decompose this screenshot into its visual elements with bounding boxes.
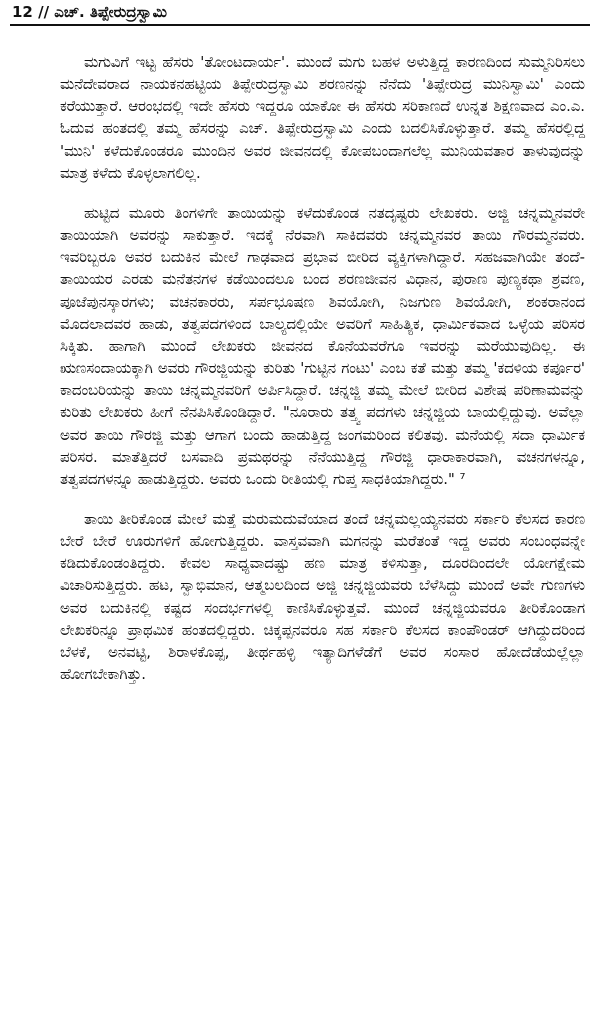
paragraph-1: ಮಗುವಿಗೆ ಇಟ್ಟ ಹೆಸರು 'ತೋಂಟದಾರ್ಯ'. ಮುಂದೆ ಮಗು ಬಹಳ ಅಳುತ್ತಿದ್ದ ಕಾರಣದಿಂದ ಸುಮ್ಮನಿರಿಸಲು ಮನೆದೇವರಾದ ನಾಯಕನಹಟ್ಟಿಯ ತಿಪ್ಪೇರುದ್ರಸ್ವಾಮಿ ಶರಣನನ್ನು ನೆನೆದು 'ತಿಪ್ಪೇರುದ್ರ ಮುನಿಸ್ವಾಮಿ' ಎಂದು ಕರೆಯುತ್ತಾರೆ. ಆರಂಭದಲ್ಲಿ ಇದೇ ಹೆಸರು ಇದ್ದರೂ ಯಾಕೋ ಈ ಹೆಸರು ಸರಿಕಾಣದೆ ಉನ್ನತ ಶಿಕ್ಷಣವಾದ ಎಂ.ಎ. ಓದುವ ಹಂತದಲ್ಲಿ ತಮ್ಮ ಹೆಸರನ್ನು ಎಚ್. ತಿಪ್ಪೇರುದ್ರಸ್ವಾಮಿ ಎಂದು ಬದಲಿಸಿಕೊಳ್ಳುತ್ತಾರೆ. ತಮ್ಮ ಹೆಸರಲ್ಲಿದ್ದ 'ಮುನಿ' ಕಳೆದುಕೊಂಡರೂ ಮುಂದಿನ ಅವರ ಜೀವನದಲ್ಲಿ ಕೋಪಬಂದಾಗಲೆಲ್ಲ ಮುನಿಯವತಾರ ತಾಳುವುದನ್ನು ಮಾತ್ರ ಕಳೆದು ಕೊಳ್ಳಲಾಗಲಿಲ್ಲ. — [60, 54, 585, 182]
body-text — [60, 52, 585, 686]
running-head: 12 // ಎಚ್. ತಿಪ್ಪೇರುದ್ರಸ್ವಾಮಿ — [12, 3, 167, 21]
paragraph-3: ತಾಯಿ ತೀರಿಕೊಂಡ ಮೇಲೆ ಮತ್ತೆ ಮರುಮದುವೆಯಾದ ತಂದೆ ಚನ್ನಮಲ್ಲಯ್ಯನವರು ಸರ್ಕಾರಿ ಕೆಲಸದ ಕಾರಣ ಬೇರೆ ಬೇರೆ ಊರುಗಳಿಗೆ ಹೋಗುತ್ತಿದ್ದರು. ವಾಸ್ತವವಾಗಿ ಮಗನನ್ನು ಮರೆತಂತೆ ಇದ್ದ ಅವರು ಸಂಬಂಧವನ್ನೇ ಕಡಿದುಕೊಂಡಂತಿದ್ದರು. ಕೇವಲ ಸಾಧ್ಯವಾದಷ್ಟು ಹಣ ಮಾತ್ರ ಕಳಿಸುತ್ತಾ, ದೂರದಿಂದಲೇ ಯೋಗಕ್ಷೇಮ ವಿಚಾರಿಸುತ್ತಿದ್ದರು. ಹಟ, ಸ್ವಾಭಿಮಾನ, ಆತ್ಮಬಲದಿಂದ ಅಜ್ಜಿ ಚನ್ನಜ್ಜಿಯವರು ಬೆಳೆಸಿದ್ದು ಮುಂದೆ ಅವೇ ಗುಣಗಳು ಅವರ ಬದುಕಿನಲ್ಲಿ ಕಷ್ಟದ ಸಂದರ್ಭಗಳಲ್ಲಿ ಕಾಣಿಸಿಕೊಳ್ಳುತ್ತವೆ. ಮುಂದೆ ಚನ್ನಜ್ಜಿಯವರೂ ತೀರಿಕೊಂಡಾಗ ಲೇಖಕರಿನ್ನೂ ಪ್ರಾಥಮಿಕ ಹಂತದಲ್ಲಿದ್ದರು. ಚಿಕ್ಕಪ್ಪನವರೂ ಸಹ ಸರ್ಕಾರಿ ಕೆಲಸದ ಕಾಂಪೌಂಡರ್ ಆಗಿದ್ದುದರಿಂದ ಬೆಳಕೆ, ಅನವಟ್ಟಿ, ಶಿರಾಳಕೊಪ್ಪ, ತೀರ್ಥಹಳ್ಳಿ ಇತ್ಯಾದಿಗಳೆಡೆಗೆ ಅವರ ಸಂಸಾರ ಹೋದೆಡೆಯಲ್ಲೆಲ್ಲಾ ಹೋಗಬೇಕಾಗಿತ್ತು. — [60, 510, 585, 684]
paragraph-2: ಹುಟ್ಟಿದ ಮೂರು ತಿಂಗಳಿಗೇ ತಾಯಿಯನ್ನು ಕಳೆದುಕೊಂಡ ನತದೃಷ್ಟರು ಲೇಖಕರು. ಅಜ್ಜಿ ಚನ್ನಮ್ಮನವರೇ ತಾಯಿಯಾಗಿ ಅವರನ್ನು ಸಾಕುತ್ತಾರೆ. ಇದಕ್ಕೆ ನೆರವಾಗಿ ಸಾಕಿದವರು ಚನ್ನಮ್ಮನವರ ತಾಯಿ ಗೌರಮ್ಮನವರು. ಇವರಿಬ್ಬರೂ ಅವರ ಬದುಕಿನ ಮೇಲೆ ಗಾಢವಾದ ಪ್ರಭಾವ ಬೀರಿದ ವ್ಯಕ್ತಿಗಳಾಗಿದ್ದಾರೆ. ಸಹಜವಾಗಿಯೇ ತಂದೆ-ತಾಯಿಯರ ಎರಡು ಮನೆತನಗಳ ಕಡೆಯಿಂದಲೂ ಬಂದ ಶರಣಜೀವನ ವಿಧಾನ, ಪುರಾಣ ಪುಣ್ಯಕಥಾ ಶ್ರವಣ, ಪೂಜೆಪುನಸ್ಕಾರಗಳು; ವಚನಕಾರರು, ಸರ್ಪಭೂಷಣ ಶಿವಯೋಗಿ, ನಿಜಗುಣ ಶಿವಯೋಗಿ, ಶಂಕರಾನಂದ ಮೊದಲಾದವರ ಹಾಡು, ತತ್ವಪದಗಳಿಂದ ಬಾಲ್ಯದಲ್ಲಿಯೇ ಅವರಿಗೆ ಸಾಹಿತ್ಯಿಕ, ಧಾರ್ಮಿಕವಾದ ಒಳ್ಳೆಯ ಪರಿಸರ ಸಿಕ್ಕಿತು. ಹಾಗಾಗಿ ಮುಂದೆ ಲೇಖಕರು ಜೀವನದ ಕೊನೆಯವರೆಗೂ ಇವರನ್ನು ಮರೆಯುವುದಿಲ್ಲ. ಈ ಋಣಸಂದಾಯಕ್ಕಾಗಿ ಅವರು ಗೌರಜ್ಜಿಯನ್ನು ಕುರಿತು 'ಗುಟ್ಟಿನ ಗಂಟು' ಎಂಬ ಕತೆ ಮತ್ತು ತಮ್ಮ 'ಕದಳಿಯ ಕರ್ಪೂರ' ಕಾದಂಬರಿಯನ್ನು ತಾಯಿ ಚನ್ನಮ್ಮನವರಿಗೆ ಅರ್ಪಿಸಿದ್ದಾರೆ. ಚನ್ನಜ್ಜಿ ತಮ್ಮ ಮೇಲೆ ಬೀರಿದ ವಿಶೇಷ ಪರಿಣಾಮವನ್ನು ಕುರಿತು ಲೇಖಕರು ಹೀಗೆ ನೆನಪಿಸಿಕೊಂಡಿದ್ದಾರೆ. "ನೂರಾರು ತತ್ತ್ವ ಪದಗಳು ಚನ್ನಜ್ಜಿಯ ಬಾಯಲ್ಲಿದ್ದುವು. ಅವೆಲ್ಲಾ ಅವರ ತಾಯಿ ಗೌರಜ್ಜಿ ಮತ್ತು ಆಗಾಗ ಬಂದು ಹಾಡುತ್ತಿದ್ದ ಜಂಗಮರಿಂದ ಕಲಿತವು. ಮನೆಯಲ್ಲಿ ಸದಾ ಧಾರ್ಮಿಕ ಪರಿಸರ. ಮಾತೆತ್ತಿದರೆ ಬಸವಾದಿ ಪ್ರಮಥರನ್ನು ನೆನೆಯುತ್ತಿದ್ದ ಗೌರಜ್ಜಿ ಧಾರಾಕಾರವಾಗಿ, ವಚನಗಳನ್ನೂ, ತತ್ವಪದಗಳನ್ನೂ ಹಾಡುತ್ತಿದ್ದರು. ಅವರು ಒಂದು ರೀತಿಯಲ್ಲಿ ಗುಪ್ತ ಸಾಧಕಿಯಾಗಿದ್ದರು." ⁷ — [60, 204, 585, 488]
header-rule — [10, 24, 590, 26]
